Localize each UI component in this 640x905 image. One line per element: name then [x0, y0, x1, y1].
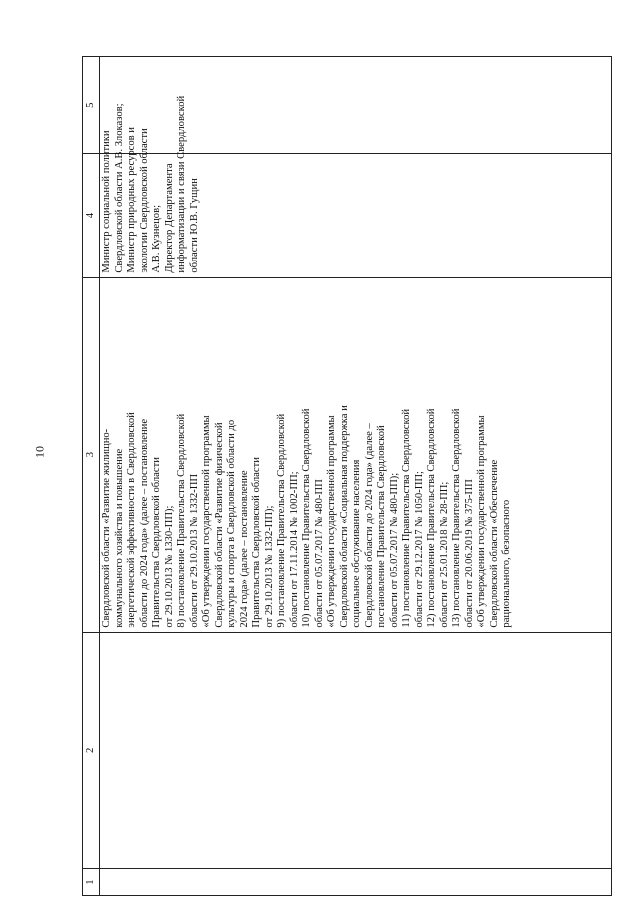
official-line: Директор Департамента [163, 163, 175, 273]
document-table [82, 56, 612, 896]
legal-acts-list [101, 282, 514, 628]
page-number: 10 [32, 446, 47, 458]
legal-act-line: от 29.10.2013 № 1330-ПП); [163, 505, 175, 628]
legal-act-line: Свердловской области «Обеспечение [488, 459, 500, 628]
legal-act-line: области от 29.12.2017 № 1050-ПП; [413, 471, 425, 628]
legal-act-line: от 29.10.2013 № 1332-ПП); [263, 505, 275, 628]
legal-act-line: области от 17.11.2014 № 1002-ПП; [288, 471, 300, 628]
legal-act-line: энергетической эффективности в Свердловской [126, 412, 137, 628]
official-line: информатизации и связи Свердловской [176, 95, 187, 273]
legal-act-line: области от 05.07.2017 № 480-ПП); [388, 472, 400, 628]
legal-act-line: области от 25.01.2018 № 28-ПП; [438, 481, 450, 628]
legal-act-line: 8) постановление Правительства Свердловской [176, 413, 187, 628]
header-col-2: 2 [83, 632, 100, 869]
official-line: области Ю.В. Гущин [188, 178, 200, 273]
official-line: Свердловской области А.В. Злоказов; [113, 103, 125, 273]
official-line: Министр социальной политики [101, 130, 112, 273]
legal-act-line: Свердловской области до 2024 года» (далее – [363, 423, 375, 628]
legal-act-line: области от 05.07.2017 № 480-ПП [313, 479, 325, 628]
legal-act-line: области до 2024 года» (далее – постановление [138, 418, 150, 628]
cell-col-3 [100, 277, 612, 632]
legal-act-line: 2024 года» (далее – постановление [238, 470, 250, 628]
legal-act-line: Правительства Свердловской области [151, 457, 162, 628]
header-col-1: 1 [83, 869, 100, 896]
table-header-row [83, 57, 100, 896]
official-line: А.В. Кузнецов; [151, 204, 162, 273]
cell-col-1 [100, 869, 612, 896]
legal-act-line: «Об утверждении государственной программы [201, 415, 212, 628]
legal-act-line: Свердловской области «Социальная поддержка и [338, 405, 350, 628]
cell-col-2 [100, 632, 612, 869]
document-table-wrapper [82, 56, 612, 896]
header-col-3: 3 [83, 277, 100, 632]
legal-act-line: коммунального хозяйства и повышение [113, 448, 125, 628]
legal-act-line: Правительства Свердловской области [251, 457, 262, 628]
table-row [100, 57, 612, 896]
official-line: экологии Свердловской области [138, 128, 150, 273]
header-col-4: 4 [83, 154, 100, 277]
header-col-5: 5 [83, 57, 100, 154]
legal-act-line: постановление Правительства Свердловской [376, 425, 387, 628]
cell-col-4 [100, 95, 612, 277]
legal-act-line: 12) постановление Правительства Свердловской [426, 408, 437, 628]
legal-act-line: социальное обслуживание населения [351, 459, 362, 628]
legal-act-line: Свердловской области «Развитие физической [213, 422, 225, 628]
legal-act-line: 9) постановление Правительства Свердловской [276, 413, 287, 628]
responsible-officials-list [101, 95, 201, 273]
legal-act-line: культуры и спорта в Свердловской области до [226, 419, 237, 628]
legal-act-line: 11) постановление Правительства Свердловской [401, 408, 412, 628]
legal-act-line: области от 20.06.2019 № 375-ПП [463, 479, 475, 628]
legal-act-line: области от 29.10.2013 № 1332-ПП [188, 473, 200, 628]
legal-act-line: «Об утверждении государственной программы [476, 415, 487, 628]
official-line: Министр природных ресурсов и [126, 127, 137, 273]
legal-act-line: 10) постановление Правительства Свердловской [301, 408, 312, 628]
legal-act-line: 13) постановление Правительства Свердловской [451, 408, 462, 628]
legal-act-line: «Об утверждении государственной программы [326, 415, 337, 628]
legal-act-line: рационального, безопасного [501, 499, 512, 628]
legal-act-line: Свердловской области «Развитие жилищно- [101, 428, 112, 628]
